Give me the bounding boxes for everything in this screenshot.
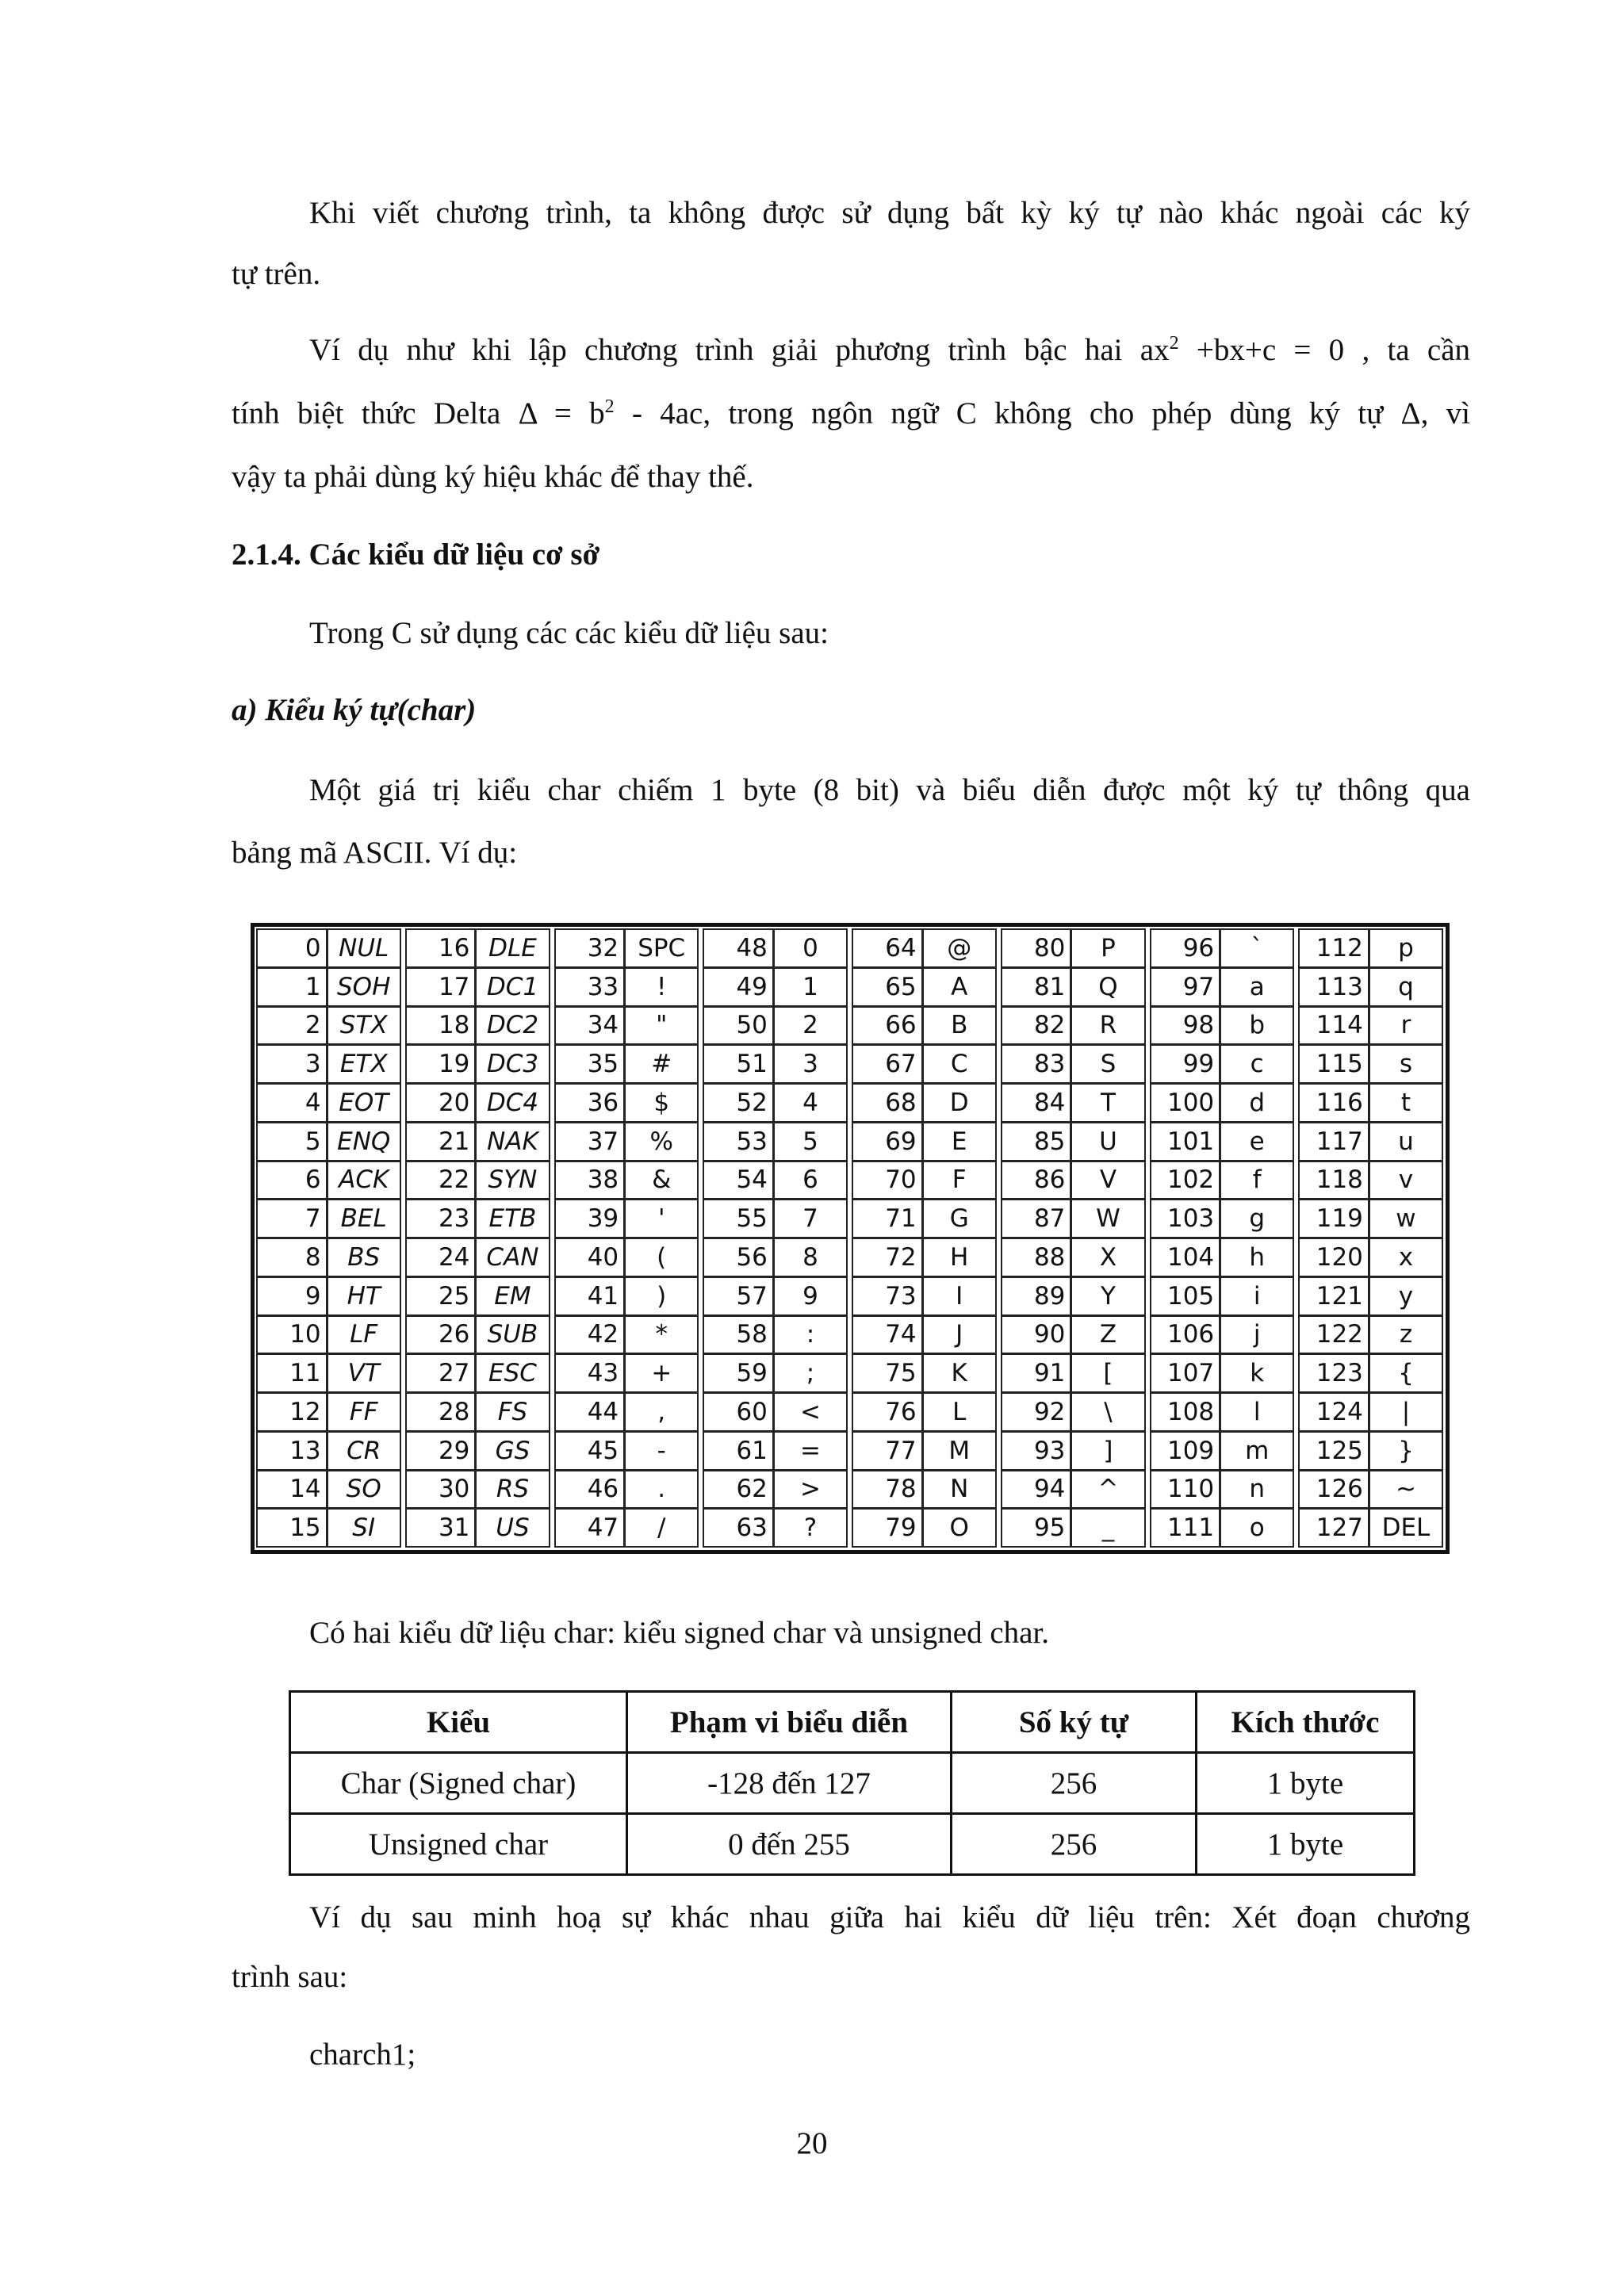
ascii-char: > [773,1470,848,1510]
ascii-code: 109 [1150,1431,1221,1471]
ascii-code: 64 [852,928,923,968]
ascii-code: 9 [256,1276,327,1316]
ascii-char: ETX [327,1044,401,1084]
ascii-code: 4 [256,1083,327,1123]
ascii-char: , [624,1392,699,1432]
ascii-code: 23 [405,1199,477,1238]
paragraph-line: vậy ta phải dùng ký hiệu khác để thay thế. [232,460,754,494]
paragraph-line: Ví dụ sau minh hoạ sự khác nhau giữa hai kiểu dữ liệu trên: Xét đoạn chương [309,1900,1470,1934]
ascii-char: 1 [773,967,848,1007]
table-header: Kiểu [290,1692,627,1753]
ascii-code: 61 [703,1431,774,1471]
ascii-char: ACK [327,1161,401,1200]
ascii-char: Z [1071,1315,1145,1355]
ascii-code: 57 [703,1276,774,1316]
ascii-char: n [1220,1470,1294,1510]
ascii-code: 118 [1298,1161,1369,1200]
ascii-code: 92 [1001,1392,1072,1432]
ascii-code: 111 [1150,1508,1221,1548]
ascii-code: 17 [405,967,477,1007]
paragraph-line: Một giá trị kiểu char chiếm 1 byte (8 bit) và biểu diễn được một ký tự thông qua [309,773,1470,807]
ascii-char: / [624,1508,699,1548]
ascii-char: HT [327,1276,401,1316]
table-cell: 256 [952,1753,1197,1814]
ascii-char: VT [327,1353,401,1393]
ascii-code: 73 [852,1276,923,1316]
ascii-code: 6 [256,1161,327,1200]
ascii-code: 60 [703,1392,774,1432]
ascii-code: 102 [1150,1161,1221,1200]
ascii-code: 28 [405,1392,477,1432]
ascii-char: g [1220,1199,1294,1238]
ascii-code: 106 [1150,1315,1221,1355]
ascii-code: 26 [405,1315,477,1355]
ascii-column-group [1151,929,1295,1548]
ascii-char: Q [1071,967,1145,1007]
ascii-code: 76 [852,1392,923,1432]
ascii-code: 25 [405,1276,477,1316]
ascii-char: EM [475,1276,550,1316]
ascii-char: C [922,1044,997,1084]
ascii-char: j [1220,1315,1294,1355]
ascii-code: 7 [256,1199,327,1238]
ascii-char: 7 [773,1199,848,1238]
ascii-char: x [1369,1238,1443,1277]
ascii-char: CAN [475,1238,550,1277]
table-header: Số ký tự [952,1692,1197,1753]
ascii-code: 19 [405,1044,477,1084]
ascii-code: 96 [1150,928,1221,968]
ascii-code: 82 [1001,1006,1072,1046]
ascii-char: 4 [773,1083,848,1123]
ascii-char: RS [475,1470,550,1510]
ascii-code: 66 [852,1006,923,1046]
ascii-char: 2 [773,1006,848,1046]
ascii-code: 62 [703,1470,774,1510]
ascii-code: 116 [1298,1083,1369,1123]
ascii-code: 86 [1001,1161,1072,1200]
ascii-code: 125 [1298,1431,1369,1471]
ascii-char: DC4 [475,1083,550,1123]
ascii-char: ; [773,1353,848,1393]
ascii-char: K [922,1353,997,1393]
ascii-char: SUB [475,1315,550,1355]
ascii-char: } [1369,1431,1443,1471]
ascii-char: EOT [327,1083,401,1123]
ascii-code: 124 [1298,1392,1369,1432]
ascii-char: i [1220,1276,1294,1316]
ascii-char: m [1220,1431,1294,1471]
ascii-code: 11 [256,1353,327,1393]
ascii-code: 32 [554,928,626,968]
ascii-code: 22 [405,1161,477,1200]
table-header: Phạm vi biểu diễn [627,1692,952,1753]
ascii-code: 123 [1298,1353,1369,1393]
ascii-code: 14 [256,1470,327,1510]
ascii-char: 3 [773,1044,848,1084]
table-cell: Unsigned char [290,1814,627,1875]
ascii-code: 29 [405,1431,477,1471]
ascii-char: + [624,1353,699,1393]
ascii-code: 24 [405,1238,477,1277]
ascii-code: 100 [1150,1083,1221,1123]
ascii-code: 20 [405,1083,477,1123]
ascii-char: { [1369,1353,1443,1393]
ascii-code: 114 [1298,1006,1369,1046]
ascii-char: G [922,1199,997,1238]
paragraph-line: Ví dụ như khi lập chương trình giải phương trình bậc hai $ax^2 +bx+c = 0$ , ta cần [309,333,1471,367]
ascii-char: M [922,1431,997,1471]
ascii-column-group [555,929,699,1548]
paragraph-line: tính biệt thức Delta $\Delta = b^2 - 4ac$, trong ngôn ngữ C không cho phép dùng ký tự Δ, vì [232,396,1470,430]
ascii-char: ( [624,1238,699,1277]
ascii-code: 53 [703,1122,774,1161]
ascii-code: 58 [703,1315,774,1355]
ascii-char: DC1 [475,967,550,1007]
ascii-char: * [624,1315,699,1355]
ascii-char: z [1369,1315,1443,1355]
ascii-code: 122 [1298,1315,1369,1355]
ascii-code: 78 [852,1470,923,1510]
paragraph-line: Có hai kiểu dữ liệu char: kiểu signed char và unsigned char. [309,1616,1050,1650]
ascii-code: 10 [256,1315,327,1355]
ascii-code: 63 [703,1508,774,1548]
ascii-code: 72 [852,1238,923,1277]
ascii-char: _ [1071,1508,1145,1548]
ascii-char: FS [475,1392,550,1432]
ascii-code: 71 [852,1199,923,1238]
page-number: 20 [796,2126,828,2160]
ascii-char: B [922,1006,997,1046]
ascii-char: e [1220,1122,1294,1161]
ascii-code: 30 [405,1470,477,1510]
ascii-char: - [624,1431,699,1471]
ascii-char: ENQ [327,1122,401,1161]
ascii-char: c [1220,1044,1294,1084]
ascii-code: 16 [405,928,477,968]
ascii-char: L [922,1392,997,1432]
ascii-char: S [1071,1044,1145,1084]
ascii-code: 45 [554,1431,626,1471]
ascii-char: E [922,1122,997,1161]
table-cell: -128 đến 127 [627,1753,952,1814]
ascii-char: DC2 [475,1006,550,1046]
ascii-char: D [922,1083,997,1123]
ascii-char: \ [1071,1392,1145,1432]
table-cell: 256 [952,1814,1197,1875]
ascii-char: ESC [475,1353,550,1393]
ascii-code: 3 [256,1044,327,1084]
ascii-code: 39 [554,1199,626,1238]
ascii-code: 127 [1298,1508,1369,1548]
ascii-char: b [1220,1006,1294,1046]
ascii-char: A [922,967,997,1007]
paragraph-line: tự trên. [232,257,321,291]
ascii-code: 13 [256,1431,327,1471]
ascii-char: y [1369,1276,1443,1316]
ascii-code: 2 [256,1006,327,1046]
char-types-table [289,1690,1415,1876]
ascii-code: 75 [852,1353,923,1393]
ascii-char: f [1220,1161,1294,1200]
ascii-column-group [852,929,997,1548]
ascii-code: 37 [554,1122,626,1161]
ascii-char: SI [327,1508,401,1548]
ascii-char: GS [475,1431,550,1471]
ascii-char: SO [327,1470,401,1510]
ascii-code: 89 [1001,1276,1072,1316]
ascii-char: H [922,1238,997,1277]
ascii-char: = [773,1431,848,1471]
ascii-char: a [1220,967,1294,1007]
ascii-char: NAK [475,1122,550,1161]
ascii-code: 69 [852,1122,923,1161]
ascii-code: 55 [703,1199,774,1238]
paragraph-line: Trong C sử dụng các các kiểu dữ liệu sau: [309,616,829,650]
ascii-code: 91 [1001,1353,1072,1393]
ascii-char: N [922,1470,997,1510]
ascii-char: LF [327,1315,401,1355]
ascii-char: P [1071,928,1145,968]
ascii-char: R [1071,1006,1145,1046]
table-cell: 0 đến 255 [627,1814,952,1875]
ascii-char: s [1369,1044,1443,1084]
ascii-code: 88 [1001,1238,1072,1277]
ascii-column-group [703,929,848,1548]
ascii-char: STX [327,1006,401,1046]
ascii-char: r [1369,1006,1443,1046]
ascii-code: 48 [703,928,774,968]
ascii-code: 105 [1150,1276,1221,1316]
ascii-code: 67 [852,1044,923,1084]
ascii-code: 119 [1298,1199,1369,1238]
ascii-code: 87 [1001,1199,1072,1238]
ascii-column-group [257,929,401,1548]
ascii-char: % [624,1122,699,1161]
ascii-char: ? [773,1508,848,1548]
ascii-char: h [1220,1238,1294,1277]
ascii-char: ' [624,1199,699,1238]
ascii-char: NUL [327,928,401,968]
table-row [290,1814,1415,1875]
ascii-code: 42 [554,1315,626,1355]
ascii-code: 40 [554,1238,626,1277]
ascii-code: 18 [405,1006,477,1046]
ascii-code: 15 [256,1508,327,1548]
ascii-code: 46 [554,1470,626,1510]
ascii-char: u [1369,1122,1443,1161]
ascii-code: 79 [852,1508,923,1548]
ascii-char: T [1071,1083,1145,1123]
ascii-code: 104 [1150,1238,1221,1277]
ascii-code: 74 [852,1315,923,1355]
ascii-char: $ [624,1083,699,1123]
ascii-char: & [624,1161,699,1200]
ascii-code: 54 [703,1161,774,1200]
ascii-code: 65 [852,967,923,1007]
table-cell: 1 byte [1197,1753,1415,1814]
ascii-char: k [1220,1353,1294,1393]
ascii-code: 47 [554,1508,626,1548]
ascii-code: 117 [1298,1122,1369,1161]
ascii-char: BS [327,1238,401,1277]
ascii-char: ` [1220,928,1294,968]
ascii-code: 77 [852,1431,923,1471]
ascii-char: SYN [475,1161,550,1200]
ascii-char: J [922,1315,997,1355]
ascii-char: ] [1071,1431,1145,1471]
code-line: charch1; [309,2038,416,2072]
ascii-code: 5 [256,1122,327,1161]
ascii-char: . [624,1470,699,1510]
ascii-char: I [922,1276,997,1316]
ascii-code: 50 [703,1006,774,1046]
ascii-code: 49 [703,967,774,1007]
ascii-char: ~ [1369,1470,1443,1510]
ascii-code: 107 [1150,1353,1221,1393]
ascii-char: v [1369,1161,1443,1200]
ascii-char: d [1220,1083,1294,1123]
ascii-char: l [1220,1392,1294,1432]
ascii-char: o [1220,1508,1294,1548]
ascii-code: 120 [1298,1238,1369,1277]
ascii-char: SPC [624,928,699,968]
ascii-code: 80 [1001,928,1072,968]
ascii-code: 27 [405,1353,477,1393]
ascii-code: 36 [554,1083,626,1123]
ascii-column-group [1002,929,1146,1548]
ascii-code: 33 [554,967,626,1007]
ascii-code: 99 [1150,1044,1221,1084]
ascii-char: Y [1071,1276,1145,1316]
ascii-char: 8 [773,1238,848,1277]
ascii-char: w [1369,1199,1443,1238]
ascii-code: 43 [554,1353,626,1393]
ascii-char: U [1071,1122,1145,1161]
ascii-code: 44 [554,1392,626,1432]
ascii-char: DEL [1369,1508,1443,1548]
ascii-code: 52 [703,1083,774,1123]
ascii-char: q [1369,967,1443,1007]
ascii-char: p [1369,928,1443,968]
ascii-char: US [475,1508,550,1548]
table-header: Kích thước [1197,1692,1415,1753]
table-header-row [290,1692,1415,1753]
ascii-code: 108 [1150,1392,1221,1432]
ascii-code: 68 [852,1083,923,1123]
ascii-code: 98 [1150,1006,1221,1046]
ascii-char: 6 [773,1161,848,1200]
ascii-code: 38 [554,1161,626,1200]
ascii-code: 110 [1150,1470,1221,1510]
ascii-char: ETB [475,1199,550,1238]
ascii-char: | [1369,1392,1443,1432]
ascii-code: 101 [1150,1122,1221,1161]
ascii-char: X [1071,1238,1145,1277]
ascii-code: 90 [1001,1315,1072,1355]
ascii-char: F [922,1161,997,1200]
ascii-code: 121 [1298,1276,1369,1316]
ascii-code: 56 [703,1238,774,1277]
ascii-code: 93 [1001,1431,1072,1471]
ascii-char: < [773,1392,848,1432]
table-cell: Char (Signed char) [290,1753,627,1814]
paragraph-line: Khi viết chương trình, ta không được sử dụng bất kỳ ký tự nào khác ngoài các ký [309,196,1470,230]
ascii-char: ! [624,967,699,1007]
ascii-code: 51 [703,1044,774,1084]
ascii-code: 126 [1298,1470,1369,1510]
ascii-code: 34 [554,1006,626,1046]
table-row [290,1753,1415,1814]
ascii-code: 85 [1001,1122,1072,1161]
ascii-code: 97 [1150,967,1221,1007]
ascii-code: 41 [554,1276,626,1316]
ascii-code: 95 [1001,1508,1072,1548]
ascii-column-group [406,929,550,1548]
ascii-char: DLE [475,928,550,968]
ascii-char: DC3 [475,1044,550,1084]
ascii-char: ^ [1071,1470,1145,1510]
ascii-code: 113 [1298,967,1369,1007]
ascii-char: W [1071,1199,1145,1238]
ascii-char: t [1369,1083,1443,1123]
ascii-code: 8 [256,1238,327,1277]
ascii-code: 94 [1001,1470,1072,1510]
ascii-char: SOH [327,967,401,1007]
ascii-char: @ [922,928,997,968]
ascii-char: 9 [773,1276,848,1316]
paragraph-line: trình sau: [232,1960,348,1994]
ascii-code: 59 [703,1353,774,1393]
ascii-code: 112 [1298,928,1369,968]
ascii-char: CR [327,1431,401,1471]
ascii-code: 81 [1001,967,1072,1007]
ascii-code: 35 [554,1044,626,1084]
ascii-code: 103 [1150,1199,1221,1238]
ascii-code: 12 [256,1392,327,1432]
ascii-char: ) [624,1276,699,1316]
subheading: a) Kiểu ký tự(char) [232,693,477,727]
ascii-char: 5 [773,1122,848,1161]
ascii-char: FF [327,1392,401,1432]
ascii-char: BEL [327,1199,401,1238]
section-heading: 2.1.4. Các kiểu dữ liệu cơ sở [232,538,600,572]
paragraph-line: bảng mã ASCII. Ví dụ: [232,836,518,870]
table-cell: 1 byte [1197,1814,1415,1875]
ascii-char: " [624,1006,699,1046]
ascii-code: 31 [405,1508,477,1548]
ascii-char: [ [1071,1353,1145,1393]
ascii-char: V [1071,1161,1145,1200]
ascii-code: 84 [1001,1083,1072,1123]
ascii-char: O [922,1508,997,1548]
ascii-char: # [624,1044,699,1084]
ascii-table [251,923,1450,1554]
ascii-column-group [1299,929,1443,1548]
ascii-char: 0 [773,928,848,968]
ascii-code: 21 [405,1122,477,1161]
ascii-char: : [773,1315,848,1355]
ascii-code: 1 [256,967,327,1007]
ascii-code: 0 [256,928,327,968]
ascii-code: 115 [1298,1044,1369,1084]
ascii-code: 83 [1001,1044,1072,1084]
ascii-code: 70 [852,1161,923,1200]
